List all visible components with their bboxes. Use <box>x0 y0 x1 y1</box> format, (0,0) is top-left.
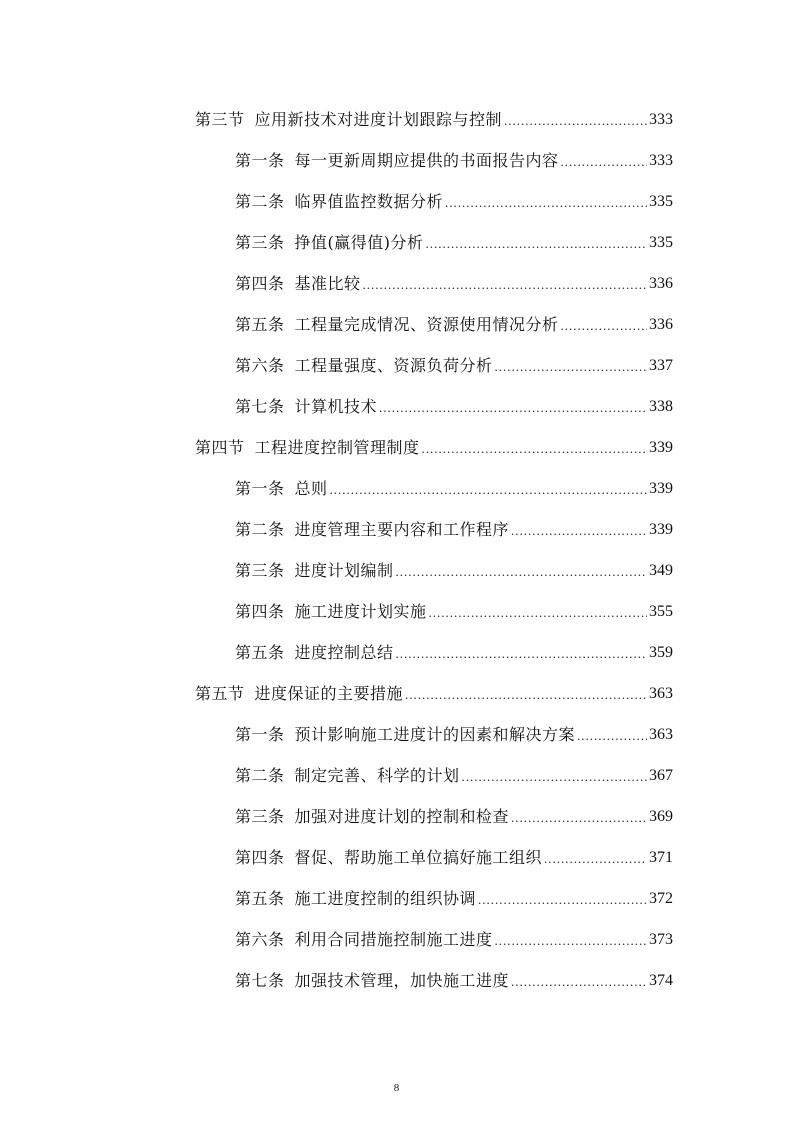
toc-dot-leader <box>511 809 647 827</box>
toc-entry-title: 进度计划编制 <box>294 561 394 580</box>
toc-page-number: 369 <box>649 808 673 825</box>
toc-article-label: 第一条 <box>235 479 285 498</box>
toc-page-number: 359 <box>649 644 673 661</box>
toc-page-number: 363 <box>649 726 673 743</box>
toc-entry-title: 加强技术管理，加快施工进度 <box>294 971 510 990</box>
toc-page-number: 355 <box>649 603 673 620</box>
toc-entry-title: 制定完善、科学的计划 <box>294 766 460 785</box>
toc-entry-title: 加强对进度计划的控制和检查 <box>294 807 510 826</box>
toc-entry[interactable] <box>235 582 673 622</box>
toc-dot-leader <box>495 932 647 950</box>
toc-entry[interactable] <box>235 459 673 499</box>
toc-page-number: 339 <box>649 480 673 497</box>
toc-entry-title: 工程进度控制管理制度 <box>254 438 420 457</box>
toc-page-number: 367 <box>649 767 673 784</box>
toc-dot-leader <box>478 891 647 909</box>
toc-section-label: 第五节 <box>195 684 245 703</box>
toc-page-number: 373 <box>649 931 673 948</box>
toc-page-number: 333 <box>649 152 673 169</box>
toc-entry-title: 进度保证的主要措施 <box>254 684 404 703</box>
toc-entry[interactable] <box>235 746 673 786</box>
toc-dot-leader <box>577 727 647 745</box>
toc-page-number: 372 <box>649 890 673 907</box>
toc-article-label: 第二条 <box>235 766 285 785</box>
toc-entry[interactable] <box>235 500 673 540</box>
toc-entry-title: 利用合同措施控制施工进度 <box>294 930 493 949</box>
toc-article-label: 第三条 <box>235 561 285 580</box>
toc-section-label: 第三节 <box>195 110 245 129</box>
toc-entry-title: 挣值(赢得值)分析 <box>294 233 424 252</box>
toc-entry[interactable] <box>235 869 673 909</box>
toc-dot-leader <box>429 604 647 622</box>
toc-dot-leader <box>379 399 647 417</box>
toc-dot-leader <box>462 768 647 786</box>
toc-section-label: 第四节 <box>195 438 245 457</box>
toc-entry[interactable] <box>235 377 673 417</box>
toc-article-label: 第五条 <box>235 315 285 334</box>
toc-entry-title: 督促、帮助施工单位搞好施工组织 <box>294 848 543 867</box>
toc-dot-leader <box>561 153 647 171</box>
toc-dot-leader <box>561 317 647 335</box>
toc-dot-leader <box>504 112 647 130</box>
toc-entry-title: 计算机技术 <box>294 397 378 416</box>
toc-entry[interactable] <box>195 664 673 704</box>
toc-entry-title: 总则 <box>294 479 328 498</box>
toc-article-label: 第二条 <box>235 192 285 211</box>
toc-dot-leader <box>445 194 647 212</box>
toc-dot-leader <box>511 522 647 540</box>
toc-page-number: 374 <box>649 972 673 989</box>
toc-article-label: 第四条 <box>235 274 285 293</box>
toc-entry[interactable] <box>195 90 673 130</box>
toc-article-label: 第四条 <box>235 602 285 621</box>
toc-page-number: 363 <box>649 685 673 702</box>
toc-article-label: 第三条 <box>235 807 285 826</box>
toc-article-label: 第四条 <box>235 848 285 867</box>
toc-entry[interactable] <box>235 172 673 212</box>
toc-entry-title: 施工进度计划实施 <box>294 602 427 621</box>
toc-entry[interactable] <box>235 623 673 663</box>
toc-page-number: 339 <box>649 521 673 538</box>
toc-entry-title: 进度管理主要内容和工作程序 <box>294 520 510 539</box>
toc-entry[interactable] <box>235 336 673 376</box>
page-number: 8 <box>393 1082 400 1094</box>
toc-page-number: 339 <box>649 439 673 456</box>
toc-dot-leader <box>511 973 647 991</box>
toc-page-number: 338 <box>649 398 673 415</box>
toc-entry[interactable] <box>235 254 673 294</box>
toc-entry-title: 工程量完成情况、资源使用情况分析 <box>294 315 559 334</box>
toc-dot-leader <box>426 235 647 253</box>
toc-dot-leader <box>544 850 647 868</box>
toc-entry[interactable] <box>235 213 673 253</box>
toc-dot-leader <box>405 686 647 704</box>
toc-page-number: 335 <box>649 234 673 251</box>
toc-page-number: 337 <box>649 357 673 374</box>
toc-article-label: 第一条 <box>235 725 285 744</box>
toc-article-label: 第六条 <box>235 930 285 949</box>
toc-entry-title: 进度控制总结 <box>294 643 394 662</box>
toc-entry[interactable] <box>235 910 673 950</box>
toc-entry-title: 临界值监控数据分析 <box>294 192 444 211</box>
toc-page-number: 335 <box>649 193 673 210</box>
toc-article-label: 第五条 <box>235 643 285 662</box>
toc-article-label: 第七条 <box>235 397 285 416</box>
toc-page-number: 336 <box>649 275 673 292</box>
toc-entry-title: 施工进度控制的组织协调 <box>294 889 477 908</box>
toc-entry-title: 应用新技术对进度计划跟踪与控制 <box>254 110 503 129</box>
toc-page-number: 333 <box>649 111 673 128</box>
toc-entry[interactable] <box>195 418 673 458</box>
toc-entry-title: 工程量强度、资源负荷分析 <box>294 356 493 375</box>
toc-entry[interactable] <box>235 131 673 171</box>
toc-page-number: 336 <box>649 316 673 333</box>
toc-entry[interactable] <box>235 541 673 581</box>
toc-entry[interactable] <box>235 787 673 827</box>
toc-entry[interactable] <box>235 828 673 868</box>
toc-page-number: 349 <box>649 562 673 579</box>
toc-article-label: 第二条 <box>235 520 285 539</box>
toc-entry-title: 预计影响施工进度计的因素和解决方案 <box>294 725 576 744</box>
toc-entry[interactable] <box>235 705 673 745</box>
toc-dot-leader <box>330 481 647 499</box>
toc-article-label: 第六条 <box>235 356 285 375</box>
toc-article-label: 第三条 <box>235 233 285 252</box>
toc-page-number: 371 <box>649 849 673 866</box>
toc-dot-leader <box>396 645 647 663</box>
toc-article-label: 第七条 <box>235 971 285 990</box>
toc-entry[interactable] <box>235 295 673 335</box>
toc-dot-leader <box>396 563 647 581</box>
toc-dot-leader <box>363 276 647 294</box>
toc-dot-leader <box>422 440 647 458</box>
toc-article-label: 第一条 <box>235 151 285 170</box>
toc-entry-title: 基准比较 <box>294 274 361 293</box>
toc-dot-leader <box>495 358 647 376</box>
toc-article-label: 第五条 <box>235 889 285 908</box>
toc-entry-title: 每一更新周期应提供的书面报告内容 <box>294 151 559 170</box>
toc-entry[interactable] <box>235 951 673 991</box>
